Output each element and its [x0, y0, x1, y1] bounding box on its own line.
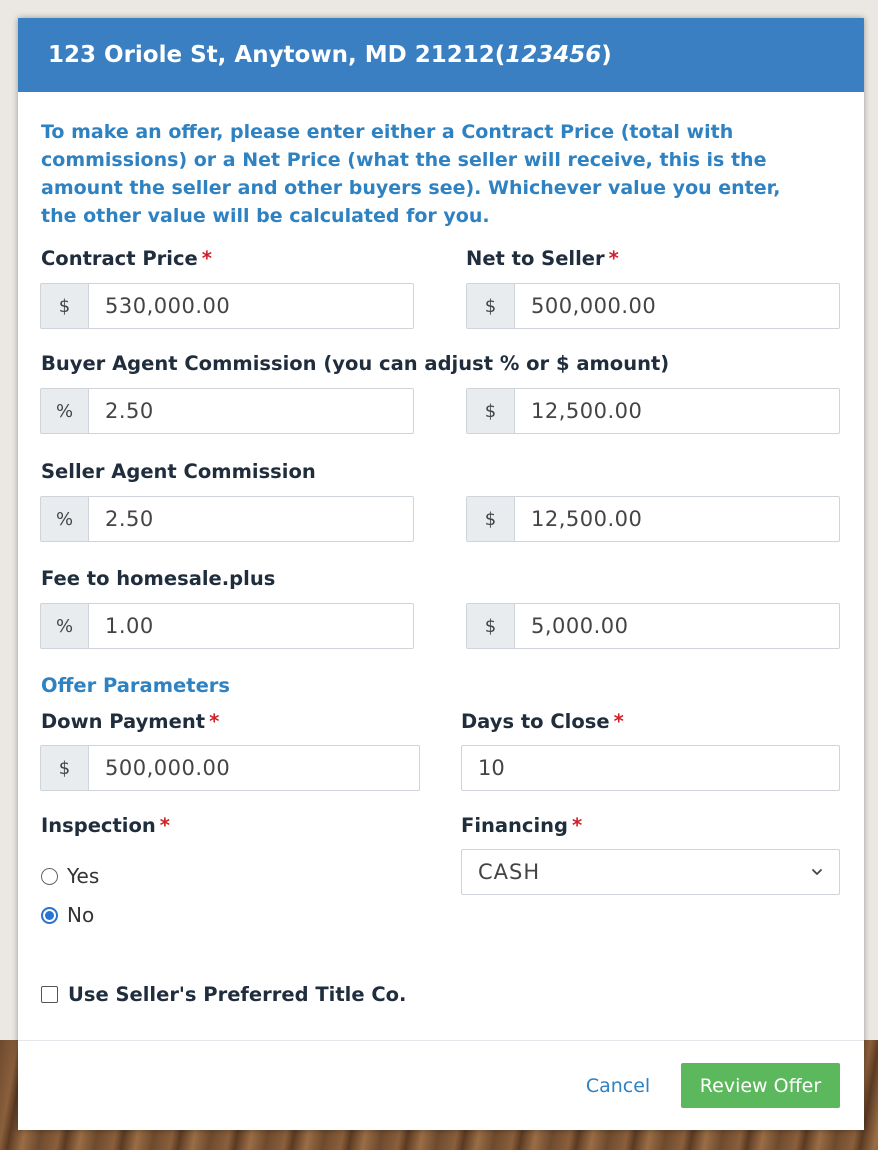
- modal-title-paren-close: ): [601, 42, 612, 68]
- days-to-close-input[interactable]: 10: [461, 745, 840, 791]
- inspection-no-label: No: [67, 903, 95, 927]
- financing-selected-value: CASH: [478, 860, 541, 884]
- modal-title-paren-open: (: [494, 42, 506, 68]
- offer-parameters-title: Offer Parameters: [41, 674, 231, 697]
- required-asterisk: *: [159, 814, 170, 837]
- financing-label-text: Financing: [461, 814, 569, 837]
- fee-pct-input[interactable]: 1.00: [105, 614, 154, 638]
- inspection-yes-label: Yes: [67, 864, 100, 888]
- chevron-down-icon: [807, 862, 827, 882]
- seller-commission-label: Seller Agent Commission: [41, 460, 316, 483]
- seller-commission-amt-input[interactable]: 12,500.00: [531, 507, 643, 531]
- currency-addon: $: [467, 389, 515, 433]
- inspection-label: [41, 814, 170, 837]
- net-to-seller-input[interactable]: 500,000.00: [531, 294, 657, 318]
- contract-price-input[interactable]: 530,000.00: [105, 294, 231, 318]
- down-payment-input[interactable]: 500,000.00: [105, 756, 231, 780]
- radio-unchecked-icon[interactable]: [41, 868, 58, 885]
- cancel-button[interactable]: Cancel: [585, 1075, 651, 1097]
- modal-header: [18, 18, 864, 92]
- percent-addon: %: [41, 497, 89, 541]
- seller-commission-amt-group: [466, 496, 840, 542]
- fee-pct-group: [40, 603, 414, 649]
- financing-label: [461, 814, 582, 837]
- offer-modal: [18, 18, 864, 1130]
- inspection-label-text: Inspection: [41, 814, 156, 837]
- net-to-seller-input-group: [466, 283, 840, 329]
- down-payment-input-group: [40, 745, 420, 791]
- days-to-close-label-text: Days to Close: [461, 710, 610, 733]
- checkbox-unchecked-icon[interactable]: [41, 986, 58, 1003]
- seller-commission-pct-input[interactable]: 2.50: [105, 507, 154, 531]
- preferred-title-co-checkbox[interactable]: [41, 983, 406, 1006]
- days-to-close-label: [461, 710, 624, 733]
- net-to-seller-label-text: Net to Seller: [466, 247, 605, 270]
- currency-addon: $: [467, 604, 515, 648]
- currency-addon: $: [467, 284, 515, 328]
- percent-addon: %: [41, 604, 89, 648]
- fee-amt-input[interactable]: 5,000.00: [531, 614, 629, 638]
- modal-title-address: 123 Oriole St, Anytown, MD 21212: [48, 42, 495, 68]
- financing-select[interactable]: [461, 849, 840, 895]
- radio-checked-icon[interactable]: [41, 907, 58, 924]
- fee-amt-group: [466, 603, 840, 649]
- required-asterisk: *: [572, 814, 583, 837]
- required-asterisk: *: [613, 710, 624, 733]
- down-payment-label: [41, 710, 219, 733]
- currency-addon: $: [467, 497, 515, 541]
- currency-addon: $: [41, 284, 89, 328]
- buyer-commission-pct-input[interactable]: 2.50: [105, 399, 154, 423]
- buyer-commission-amt-input[interactable]: 12,500.00: [531, 399, 643, 423]
- buyer-commission-pct-group: [40, 388, 414, 434]
- required-asterisk: *: [201, 247, 212, 270]
- intro-text: To make an offer, please enter either a Contract Price (total with commissions) or a Net Price (what the seller will receive, this is the amount the seller and other buyers see). Whichever value you enter, the other value will be calculated for you.: [41, 121, 781, 227]
- preferred-title-co-label: Use Seller's Preferred Title Co.: [68, 983, 407, 1006]
- contract-price-input-group: [40, 283, 414, 329]
- buyer-commission-amt-group: [466, 388, 840, 434]
- down-payment-label-text: Down Payment: [41, 710, 206, 733]
- net-to-seller-label: [466, 247, 619, 270]
- seller-commission-pct-group: [40, 496, 414, 542]
- required-asterisk: *: [608, 247, 619, 270]
- modal-title-mls-id: 123456: [505, 42, 602, 68]
- currency-addon: $: [41, 746, 89, 790]
- percent-addon: %: [41, 389, 89, 433]
- contract-price-label: [41, 247, 212, 270]
- inspection-no-radio[interactable]: [41, 903, 94, 927]
- required-asterisk: *: [209, 710, 220, 733]
- footer-divider: [18, 1040, 864, 1041]
- fee-label: Fee to homesale.plus: [41, 567, 276, 590]
- contract-price-label-text: Contract Price: [41, 247, 198, 270]
- buyer-commission-label: Buyer Agent Commission (you can adjust % or $ amount): [41, 352, 670, 375]
- modal-body: [18, 92, 864, 1130]
- review-offer-button[interactable]: Review Offer: [681, 1063, 840, 1108]
- inspection-yes-radio[interactable]: [41, 864, 99, 888]
